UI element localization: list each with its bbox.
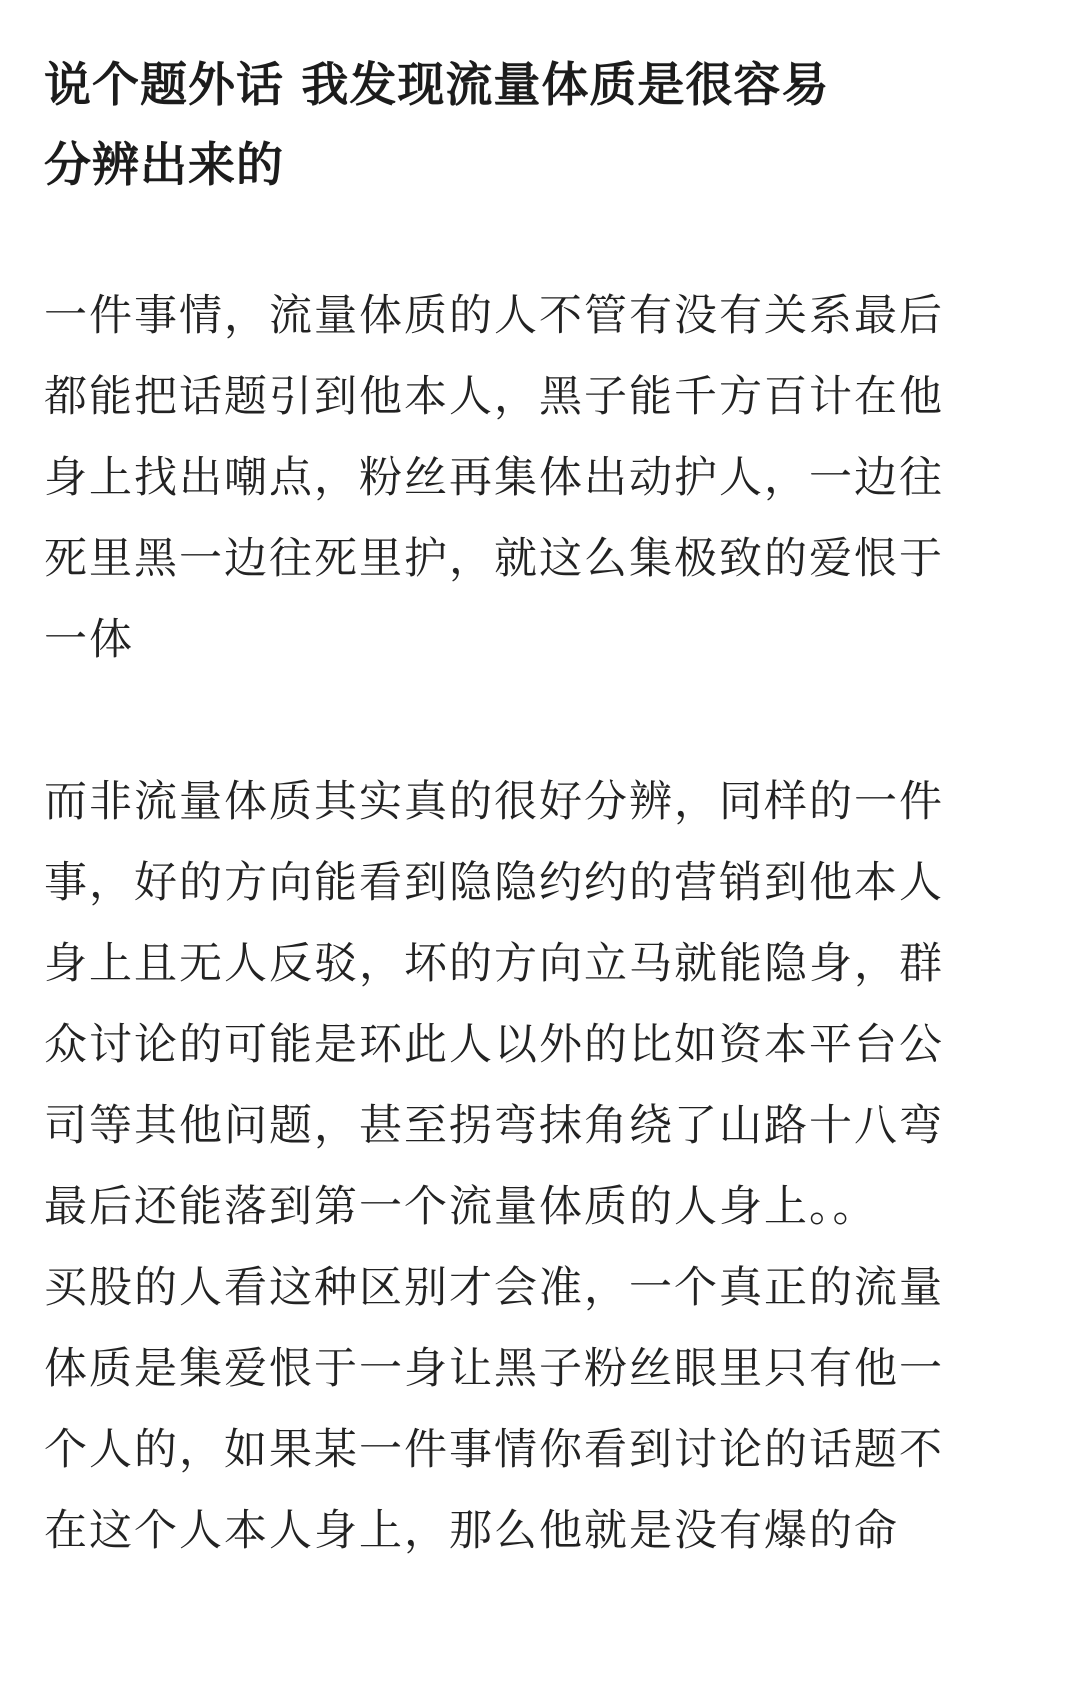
body-line: 买股的人看这种区别才会准，一个真正的流量 [44, 1263, 944, 1313]
body-line: 司等其他问题，甚至拐弯抹角绕了山路十八弯 [44, 1101, 944, 1151]
body-line: 身上找出嘲点，粉丝再集体出动护人，一边往 [44, 453, 944, 503]
post-body [44, 276, 1036, 1572]
body-line: 都能把话题引到他本人，黑子能千方百计在他 [44, 372, 944, 422]
body-line: 个人的，如果某一件事情你看到讨论的话题不 [44, 1425, 944, 1475]
paragraph-2 [44, 762, 1036, 1572]
post-title-line: 分辨出来的 [44, 138, 284, 193]
post-title-line: 说个题外话 我发现流量体质是很容易 [44, 58, 830, 113]
body-line: 在这个人本人身上，那么他就是没有爆的命 [44, 1506, 899, 1556]
body-line: 一件事情，流量体质的人不管有没有关系最后 [44, 291, 944, 341]
post-title [44, 46, 1036, 206]
body-line: 体质是集爱恨于一身让黑子粉丝眼里只有他一 [44, 1344, 944, 1394]
body-line: 最后还能落到第一个流量体质的人身上。。 [44, 1182, 878, 1232]
body-line: 身上且无人反驳，坏的方向立马就能隐身，群 [44, 939, 944, 989]
paragraph-1 [44, 276, 1036, 681]
paragraph-gap [44, 681, 1036, 762]
body-line: 事，好的方向能看到隐隐约约的营销到他本人 [44, 858, 944, 908]
body-line: 一体 [44, 615, 134, 665]
body-line: 众讨论的可能是环此人以外的比如资本平台公 [44, 1020, 944, 1070]
body-line: 而非流量体质其实真的很好分辨，同样的一件 [44, 777, 944, 827]
body-line: 死里黑一边往死里护，就这么集极致的爱恨于 [44, 534, 944, 584]
